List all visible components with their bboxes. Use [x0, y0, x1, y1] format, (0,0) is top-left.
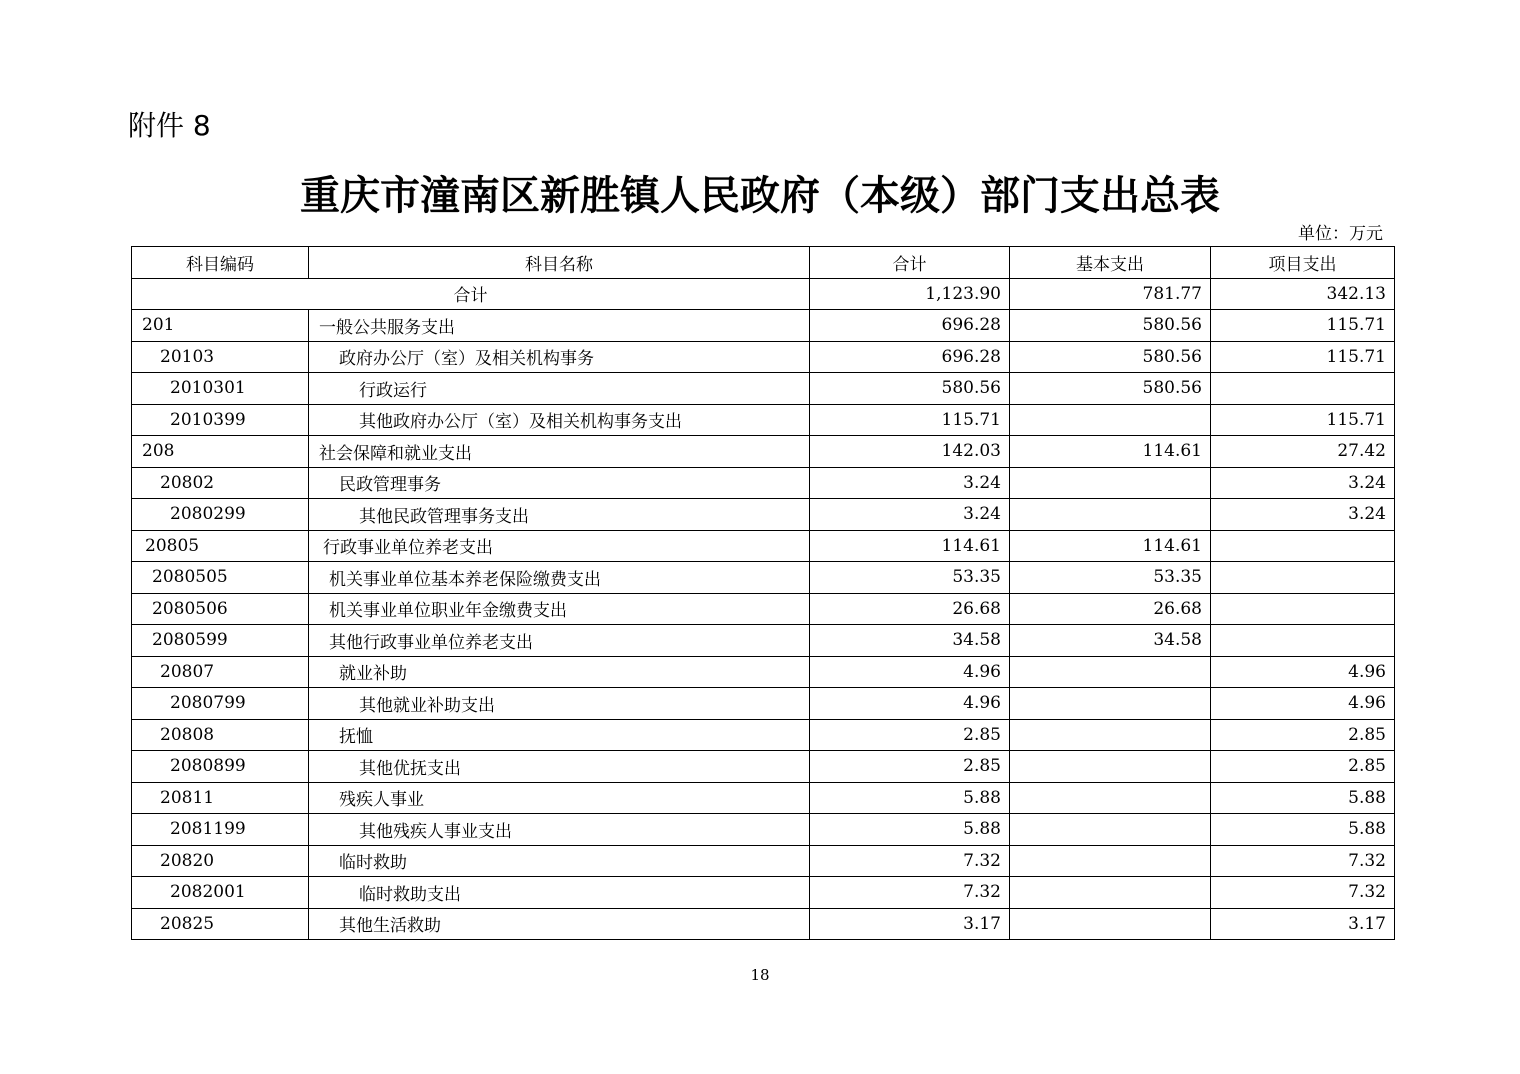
row-project: 2.85: [1211, 719, 1395, 751]
row-basic: [1010, 499, 1211, 531]
table-row: [132, 751, 1395, 783]
row-name: 其他政府办公厅（室）及相关机构事务支出: [309, 404, 810, 436]
row-name: 政府办公厅（室）及相关机构事务: [309, 341, 810, 373]
row-name: 其他就业补助支出: [309, 688, 810, 720]
row-code: 2080505: [132, 562, 309, 594]
row-project: 115.71: [1211, 404, 1395, 436]
header-total: 合计: [810, 247, 1010, 279]
row-code: 20820: [132, 845, 309, 877]
table-row: [132, 310, 1395, 342]
attachment-label: 附件 8: [128, 109, 211, 142]
row-basic: 580.56: [1010, 341, 1211, 373]
row-project: 7.32: [1211, 877, 1395, 909]
table-row: [132, 467, 1395, 499]
row-basic: [1010, 656, 1211, 688]
row-total: 2.85: [810, 751, 1010, 783]
row-name: 社会保障和就业支出: [309, 436, 810, 468]
row-basic: 580.56: [1010, 310, 1211, 342]
row-code: 2080506: [132, 593, 309, 625]
total-row-total: 1,123.90: [810, 278, 1010, 310]
table-row: [132, 877, 1395, 909]
header-name: 科目名称: [309, 247, 810, 279]
row-code: 20825: [132, 908, 309, 940]
row-name: 行政运行: [309, 373, 810, 405]
row-name: 抚恤: [309, 719, 810, 751]
row-basic: [1010, 782, 1211, 814]
row-basic: [1010, 814, 1211, 846]
row-total: 5.88: [810, 814, 1010, 846]
table-row: [132, 341, 1395, 373]
row-project: [1211, 593, 1395, 625]
row-code: 20805: [132, 530, 309, 562]
page-number: 18: [750, 966, 770, 984]
row-basic: 580.56: [1010, 373, 1211, 405]
row-total: 34.58: [810, 625, 1010, 657]
row-basic: [1010, 877, 1211, 909]
row-code: 2082001: [132, 877, 309, 909]
row-total: 5.88: [810, 782, 1010, 814]
row-name: 其他行政事业单位养老支出: [309, 625, 810, 657]
row-code: 20103: [132, 341, 309, 373]
row-project: 115.71: [1211, 341, 1395, 373]
row-basic: [1010, 467, 1211, 499]
row-basic: 53.35: [1010, 562, 1211, 594]
table-header-row: [132, 247, 1395, 279]
row-name: 就业补助: [309, 656, 810, 688]
row-total: 3.24: [810, 467, 1010, 499]
row-project: 3.24: [1211, 467, 1395, 499]
row-basic: 114.61: [1010, 530, 1211, 562]
table-row: [132, 845, 1395, 877]
row-project: 7.32: [1211, 845, 1395, 877]
unit-label: 单位：万元: [1298, 224, 1383, 244]
row-total: 580.56: [810, 373, 1010, 405]
row-project: 5.88: [1211, 782, 1395, 814]
row-basic: 34.58: [1010, 625, 1211, 657]
row-code: 20807: [132, 656, 309, 688]
row-total: 696.28: [810, 310, 1010, 342]
row-total: 142.03: [810, 436, 1010, 468]
row-code: 2080599: [132, 625, 309, 657]
row-name: 其他生活救助: [309, 908, 810, 940]
row-name: 行政事业单位养老支出: [309, 530, 810, 562]
table-row: [132, 719, 1395, 751]
row-total: 4.96: [810, 688, 1010, 720]
table-row: [132, 373, 1395, 405]
row-total: 7.32: [810, 845, 1010, 877]
table-row: [132, 656, 1395, 688]
row-code: 20811: [132, 782, 309, 814]
row-project: 4.96: [1211, 688, 1395, 720]
row-total: 53.35: [810, 562, 1010, 594]
table-row: [132, 530, 1395, 562]
row-name: 其他民政管理事务支出: [309, 499, 810, 531]
row-code: 20808: [132, 719, 309, 751]
row-name: 机关事业单位职业年金缴费支出: [309, 593, 810, 625]
row-total: 2.85: [810, 719, 1010, 751]
table-row: [132, 782, 1395, 814]
row-basic: 26.68: [1010, 593, 1211, 625]
row-total: 26.68: [810, 593, 1010, 625]
row-basic: [1010, 751, 1211, 783]
row-total: 4.96: [810, 656, 1010, 688]
row-total: 115.71: [810, 404, 1010, 436]
row-basic: [1010, 845, 1211, 877]
row-project: 27.42: [1211, 436, 1395, 468]
row-code: 20802: [132, 467, 309, 499]
row-total: 696.28: [810, 341, 1010, 373]
table-row: [132, 814, 1395, 846]
header-code: 科目编码: [132, 247, 309, 279]
table-row: [132, 593, 1395, 625]
row-name: 其他优抚支出: [309, 751, 810, 783]
row-name: 民政管理事务: [309, 467, 810, 499]
row-code: 208: [132, 436, 309, 468]
row-name: 其他残疾人事业支出: [309, 814, 810, 846]
row-code: 2080899: [132, 751, 309, 783]
row-basic: [1010, 719, 1211, 751]
row-code: 2081199: [132, 814, 309, 846]
total-row: [132, 278, 1395, 310]
row-total: 3.17: [810, 908, 1010, 940]
row-total: 114.61: [810, 530, 1010, 562]
table-row: [132, 499, 1395, 531]
table-row: [132, 562, 1395, 594]
row-code: 2010301: [132, 373, 309, 405]
total-row-project: 342.13: [1211, 278, 1395, 310]
row-basic: [1010, 688, 1211, 720]
total-row-basic: 781.77: [1010, 278, 1211, 310]
row-name: 临时救助支出: [309, 877, 810, 909]
row-basic: [1010, 404, 1211, 436]
row-project: 3.24: [1211, 499, 1395, 531]
row-basic: [1010, 908, 1211, 940]
header-project: 项目支出: [1211, 247, 1395, 279]
table-row: [132, 404, 1395, 436]
row-project: 115.71: [1211, 310, 1395, 342]
table-row: [132, 436, 1395, 468]
expenditure-table: [131, 246, 1395, 940]
row-name: 残疾人事业: [309, 782, 810, 814]
total-row-label: 合计: [132, 278, 810, 310]
table-row: [132, 625, 1395, 657]
row-total: 3.24: [810, 499, 1010, 531]
row-project: 4.96: [1211, 656, 1395, 688]
row-name: 机关事业单位基本养老保险缴费支出: [309, 562, 810, 594]
row-code: 201: [132, 310, 309, 342]
row-project: 2.85: [1211, 751, 1395, 783]
row-project: [1211, 373, 1395, 405]
header-basic: 基本支出: [1010, 247, 1211, 279]
page-title: 重庆市潼南区新胜镇人民政府（本级）部门支出总表: [300, 173, 1220, 219]
row-project: 5.88: [1211, 814, 1395, 846]
row-project: [1211, 562, 1395, 594]
row-code: 2080299: [132, 499, 309, 531]
row-code: 2080799: [132, 688, 309, 720]
row-code: 2010399: [132, 404, 309, 436]
row-name: 临时救助: [309, 845, 810, 877]
row-basic: 114.61: [1010, 436, 1211, 468]
row-project: [1211, 530, 1395, 562]
row-project: [1211, 625, 1395, 657]
row-name: 一般公共服务支出: [309, 310, 810, 342]
row-total: 7.32: [810, 877, 1010, 909]
row-project: 3.17: [1211, 908, 1395, 940]
table-row: [132, 688, 1395, 720]
table-row: [132, 908, 1395, 940]
